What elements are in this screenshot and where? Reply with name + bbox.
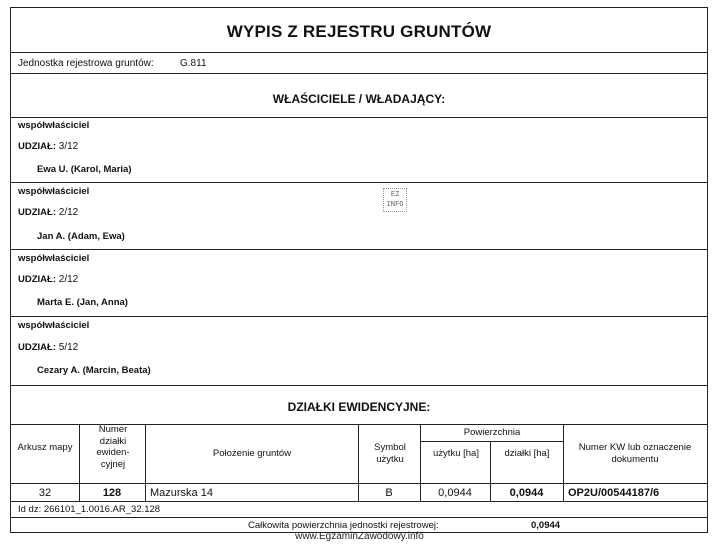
total-label: Całkowita powierzchnia jednostki rejestrowej: <box>248 520 439 531</box>
parcels-header: DZIAŁKI EWIDENCYJNE: <box>287 400 431 414</box>
owner-name: Marta E. (Jan, Anna) <box>37 297 128 308</box>
share-value: 3/12 <box>58 141 79 152</box>
col-header-powierzchnia: Powierzchnia <box>463 427 521 438</box>
share-label: UDZIAŁ: <box>18 274 56 285</box>
owner-name: Ewa U. (Karol, Maria) <box>37 164 132 175</box>
col-header-kw: Numer KW lub oznaczenie dokumentu <box>578 442 692 465</box>
owner-share <box>18 207 78 218</box>
table-col-line <box>145 424 146 501</box>
unit-label: Jednostka rejestrowa gruntów: <box>18 58 154 69</box>
divider <box>10 517 708 518</box>
owner-share <box>18 141 78 152</box>
total-value: 0,0944 <box>531 520 561 531</box>
share-label: UDZIAŁ: <box>18 342 56 353</box>
table-subheader-line <box>420 441 563 442</box>
share-value: 2/12 <box>58 274 79 285</box>
owner-type: współwłaściciel <box>18 320 90 331</box>
cell-dzialki: 0,0944 <box>509 487 544 499</box>
cell-numer: 128 <box>102 487 122 499</box>
divider <box>10 73 708 74</box>
watermark-logo: EZ INFO <box>383 188 407 212</box>
divider <box>10 182 708 183</box>
document-title: WYPIS Z REJESTRU GRUNTÓW <box>226 22 492 41</box>
owner-name: Jan A. (Adam, Ewa) <box>37 231 125 242</box>
parcel-id: Id dz: 266101_1.0016.AR_32.128 <box>18 504 161 515</box>
table-col-line <box>563 424 564 501</box>
source-url[interactable]: www.EgzaminZawodowy.info <box>295 531 424 542</box>
col-header-dzialki: działki [ha] <box>504 448 550 459</box>
table-header-bottom <box>10 483 708 484</box>
divider <box>10 501 708 502</box>
divider <box>10 385 708 386</box>
cell-kw: OP2U/00544187/6 <box>568 487 660 499</box>
owner-type: współwłaściciel <box>18 120 90 131</box>
unit-value: G.811 <box>180 58 207 69</box>
cell-arkusz: 32 <box>38 487 52 499</box>
cell-symbol: B <box>385 487 393 499</box>
col-header-arkusz: Arkusz mapy <box>17 442 73 453</box>
owner-share <box>18 274 78 285</box>
owner-type: współwłaściciel <box>18 253 90 264</box>
divider <box>10 249 708 250</box>
col-header-uzytku: użytku [ha] <box>433 448 479 459</box>
col-header-numer: Numer działki ewiden-cyjnej <box>96 424 130 470</box>
col-header-polozenie: Położenie gruntów <box>212 448 292 459</box>
share-label: UDZIAŁ: <box>18 141 56 152</box>
share-value: 5/12 <box>58 342 79 353</box>
owner-type: współwłaściciel <box>18 186 90 197</box>
divider <box>10 117 708 118</box>
divider <box>10 52 708 53</box>
cell-polozenie: Mazurska 14 <box>150 487 213 499</box>
share-label: UDZIAŁ: <box>18 207 56 218</box>
owners-header: WŁAŚCICIELE / WŁADAJĄCY: <box>272 92 446 106</box>
owner-share <box>18 342 78 353</box>
owner-name: Cezary A. (Marcin, Beata) <box>37 365 151 376</box>
col-header-symbol: Symbol użytku <box>374 442 406 465</box>
divider <box>10 316 708 317</box>
cell-uzytku: 0,0944 <box>438 487 472 499</box>
share-value: 2/12 <box>58 207 79 218</box>
